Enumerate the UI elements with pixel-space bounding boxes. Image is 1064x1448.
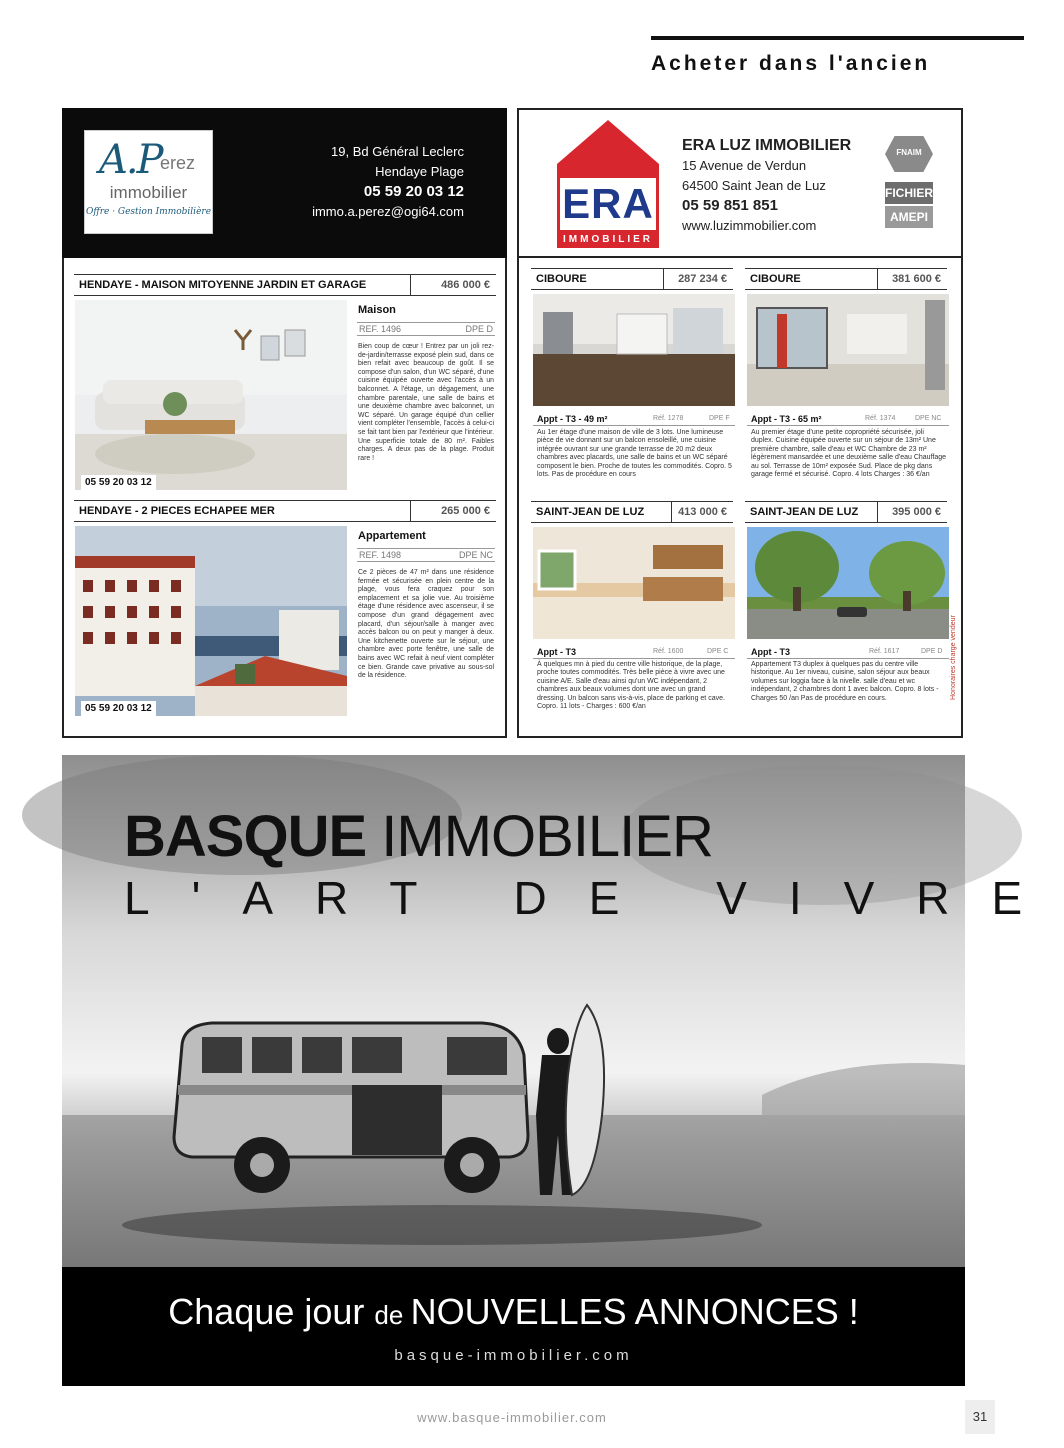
listing-description: Appartement T3 duplex à quelques pas du centre ville historique. Au 1er niveau, cuisine, salon séjour aux beaux volumes sur loggia face à la nivelle. salle d'eau et wc indépendant, 2 chambres dont 1 avec balcon. Copro. 8 lots - Charges 50 /an Pas de procédure en cours. bbox=[751, 661, 939, 702]
listing-description: Bien coup de cœur ! Entrez par un joli rez-de-jardin/terrasse exposé plein sud, dans ce bien refait avec beaucoup de goût. Il se compose d'un salon, d'un WC séparé, d'une cuisine équipée ouverte avec l'accès à un balconnet. A l'étage, un dégagement, une chambre parentale, une salle de bains et une deuxième chambre avec balconnet, un WC séparé. Un garage équipé d'un cellier vient compléter l'ensemble, l'accès à celui-ci se fait tant bien par l'extérieur que l'intérieur. Une superficie totale de 80 m². Faibles charges. A deux pas de la plage. Produit rare ! bbox=[358, 343, 494, 462]
listing-photo-kitchen[interactable] bbox=[533, 294, 735, 406]
listing-type: Maison bbox=[358, 304, 396, 316]
listing-city: SAINT-JEAN DE LUZ bbox=[750, 506, 859, 518]
perez-address-line2: Hendaye Plage bbox=[375, 164, 464, 179]
listing-dpe: DPE F bbox=[709, 415, 730, 422]
listing-price: 287 234 € bbox=[663, 269, 733, 289]
seafront-photo-icon bbox=[75, 526, 347, 716]
listing-description: À quelques mn à pied du centre ville historique, de la plage, proche toutes commodités. Très belle pièce à vivre avec une cuisine A/E. Salle d'eau ainsi qu'un WC indépendant, 2 chambres aux beaux volumes dont une avec un grand dressing. Un balcon sans vis-à-vis, place de parking et cave. Copro. 11 lots - Charges : 600 €/an bbox=[537, 661, 725, 711]
perez-logo-name: erez bbox=[160, 153, 196, 173]
era-logo-text: ERA bbox=[562, 180, 654, 227]
listing-photo-apartment[interactable] bbox=[533, 527, 735, 639]
ad-url[interactable]: basque-immobilier.com bbox=[394, 1347, 633, 1364]
era-address-line1: 15 Avenue de Verdun bbox=[682, 158, 807, 173]
perez-listings-panel bbox=[62, 258, 507, 738]
era-logo bbox=[557, 120, 659, 250]
amepi-badge-amepi: AMEPI bbox=[885, 206, 933, 228]
ad-slogan-part2: de bbox=[374, 1300, 411, 1330]
listing-price: 395 000 € bbox=[877, 502, 947, 522]
listing-reference bbox=[357, 548, 495, 562]
listing-type: Appt - T3 bbox=[751, 647, 790, 657]
listing-photo-living-room[interactable] bbox=[75, 300, 347, 490]
era-name: ERA LUZ IMMOBILIER bbox=[682, 137, 852, 154]
listing-dpe: DPE C bbox=[707, 648, 729, 655]
era-logo-roof-icon bbox=[557, 120, 659, 164]
ad-slogan-part3: NOUVELLES ANNONCES ! bbox=[410, 1291, 859, 1332]
perez-address-line1: 19, Bd Général Leclerc bbox=[331, 144, 464, 159]
listing-title: HENDAYE - MAISON MITOYENNE JARDIN ET GARAGE bbox=[79, 279, 367, 291]
listing-price: 381 600 € bbox=[877, 269, 947, 289]
listing-description: Au 1er étage d'une maison de ville de 3 lots. Une lumineuse pièce de vie donnant sur un balcon ensoleillé, une cuisine intégrée ouvrant sur une grande terrasse de 20 m2 deux chambres avec placards, une salle de bains et un WC séparé composent le bien. Proche de toutes les commodités. Copro. 5 lots. Pas de procédure en cours bbox=[537, 429, 732, 479]
listing-city: CIBOURE bbox=[536, 273, 587, 285]
era-contact bbox=[682, 136, 851, 236]
listing-description: Ce 2 pièces de 47 m² dans une résidence fermée et sécurisée en plein centre de la plage, vous fera craquez pour son emplacement et sa jolie vue. Au troisième étage d'une résidence avec ascenseur, il se compose d'un grand dégagement avec placard, d'un séjour/salle à manger avec accès balcon ou on peut y manger à deux. Une kitchenette ouverte sur le séjour, une chambre avec porte fenêtre, une salle de bains avec WC refait à neuf vient compléter ce bien. Grande cave privative au sous-sol de la résidence. bbox=[358, 569, 494, 680]
perez-phone[interactable]: 05 59 20 03 12 bbox=[363, 183, 464, 200]
listing-reference bbox=[357, 322, 495, 336]
listing-ref: REF. 1496 bbox=[359, 324, 402, 334]
listing-divider bbox=[533, 658, 735, 659]
amepi-badge-fichier: FICHIER bbox=[885, 182, 933, 204]
duplex-photo-icon bbox=[747, 294, 949, 406]
listing-dpe: DPE D bbox=[921, 648, 943, 655]
listing-dpe: DPE D bbox=[465, 324, 493, 334]
fnaim-badge-icon bbox=[885, 136, 933, 172]
ad-title-bold: BASQUE bbox=[124, 804, 367, 869]
ad-slogan-part1: Chaque jour bbox=[168, 1291, 375, 1332]
perez-logo-tagline: Offre · Gestion Immobilière bbox=[85, 207, 212, 217]
listing-heading bbox=[531, 501, 733, 523]
listing-ref: Réf. 1374 bbox=[865, 415, 896, 422]
ad-title-rest: IMMOBILIER bbox=[366, 804, 713, 869]
listing-photo-duplex[interactable] bbox=[747, 294, 949, 406]
listing-type: Appt - T3 bbox=[537, 647, 576, 657]
footer-url[interactable]: www.basque-immobilier.com bbox=[417, 1410, 607, 1425]
listing-heading bbox=[74, 500, 496, 522]
listing-phone[interactable]: 05 59 20 03 12 bbox=[81, 701, 156, 716]
amepi-badge-icon bbox=[885, 182, 933, 228]
listing-heading bbox=[745, 268, 947, 290]
listing-title: HENDAYE - 2 PIECES ECHAPEE MER bbox=[79, 505, 275, 517]
listing-type: Appt - T3 - 65 m² bbox=[751, 414, 822, 424]
listing-dpe: DPE NC bbox=[915, 415, 942, 422]
listing-description: Au premier étage d'une petite copropriété sécurisée, joli duplex. Cuisine équipée ouverte sur un séjour de 13m² Une première chambre, salle d'eau et WC Chambre de 23 m² légèrement mansardée et une deuxième salle d'eau Chauffage au sol. Terrasse de 10m² exposée Sud. Place de pkg dans garage fermé et sécurisé. Copro. 4 lots Charges : 36 €/an bbox=[751, 429, 947, 479]
header-rule bbox=[651, 36, 1024, 40]
agency-perez-card bbox=[62, 108, 507, 258]
listing-price: 486 000 € bbox=[410, 275, 496, 295]
trees-photo-icon bbox=[747, 527, 949, 639]
listing-heading bbox=[745, 501, 947, 523]
listing-divider bbox=[533, 425, 735, 426]
listing-photo-seafront[interactable] bbox=[75, 526, 347, 716]
listing-city: SAINT-JEAN DE LUZ bbox=[536, 506, 645, 518]
era-website[interactable]: www.luzimmobilier.com bbox=[682, 218, 817, 233]
fnaim-badge-label: FNAIM bbox=[896, 148, 922, 157]
perez-contact bbox=[312, 142, 464, 222]
listing-type: Appt - T3 - 49 m² bbox=[537, 414, 608, 424]
era-logo-subtitle: IMMOBILIER bbox=[563, 234, 653, 245]
perez-email[interactable]: immo.a.perez@ogi64.com bbox=[312, 204, 464, 219]
perez-logo bbox=[84, 130, 213, 234]
ad-banner bbox=[62, 1267, 965, 1386]
listing-heading bbox=[74, 274, 496, 296]
listing-photo-trees[interactable] bbox=[747, 527, 949, 639]
era-listings-panel bbox=[517, 258, 963, 738]
kitchen-photo-icon bbox=[533, 294, 735, 406]
listing-heading bbox=[531, 268, 733, 290]
listing-city: CIBOURE bbox=[750, 273, 801, 285]
era-address-line2: 64500 Saint Jean de Luz bbox=[682, 178, 826, 193]
listing-divider bbox=[747, 658, 949, 659]
section-title: Acheter dans l'ancien bbox=[651, 52, 931, 75]
perez-logo-monogram: A.P bbox=[99, 137, 162, 183]
perez-logo-immobilier: immobilier bbox=[109, 183, 188, 202]
fees-note: Honoraires charge vendeur bbox=[950, 615, 957, 700]
living-room-photo-icon bbox=[75, 300, 347, 490]
listing-type: Appartement bbox=[358, 530, 426, 542]
page-number: 31 bbox=[965, 1400, 995, 1434]
era-phone[interactable]: 05 59 851 851 bbox=[682, 197, 778, 214]
listing-divider bbox=[747, 425, 949, 426]
listing-price: 413 000 € bbox=[671, 502, 733, 522]
listing-ref: Réf. 1278 bbox=[653, 415, 684, 422]
ad-slogan bbox=[62, 1291, 965, 1333]
listing-ref: REF. 1498 bbox=[359, 550, 402, 560]
basque-immobilier-ad[interactable] bbox=[62, 755, 1064, 1386]
agency-era-card bbox=[517, 108, 963, 258]
ad-title bbox=[124, 803, 713, 870]
listing-phone[interactable]: 05 59 20 03 12 bbox=[81, 475, 156, 490]
listing-price: 265 000 € bbox=[410, 501, 496, 521]
listing-ref: Réf. 1600 bbox=[653, 648, 684, 655]
ad-subtitle: L'ART DE VIVRE bbox=[124, 872, 1064, 924]
listing-dpe: DPE NC bbox=[458, 550, 493, 560]
apartment-photo-icon bbox=[533, 527, 735, 639]
listing-ref: Réf. 1617 bbox=[869, 648, 900, 655]
